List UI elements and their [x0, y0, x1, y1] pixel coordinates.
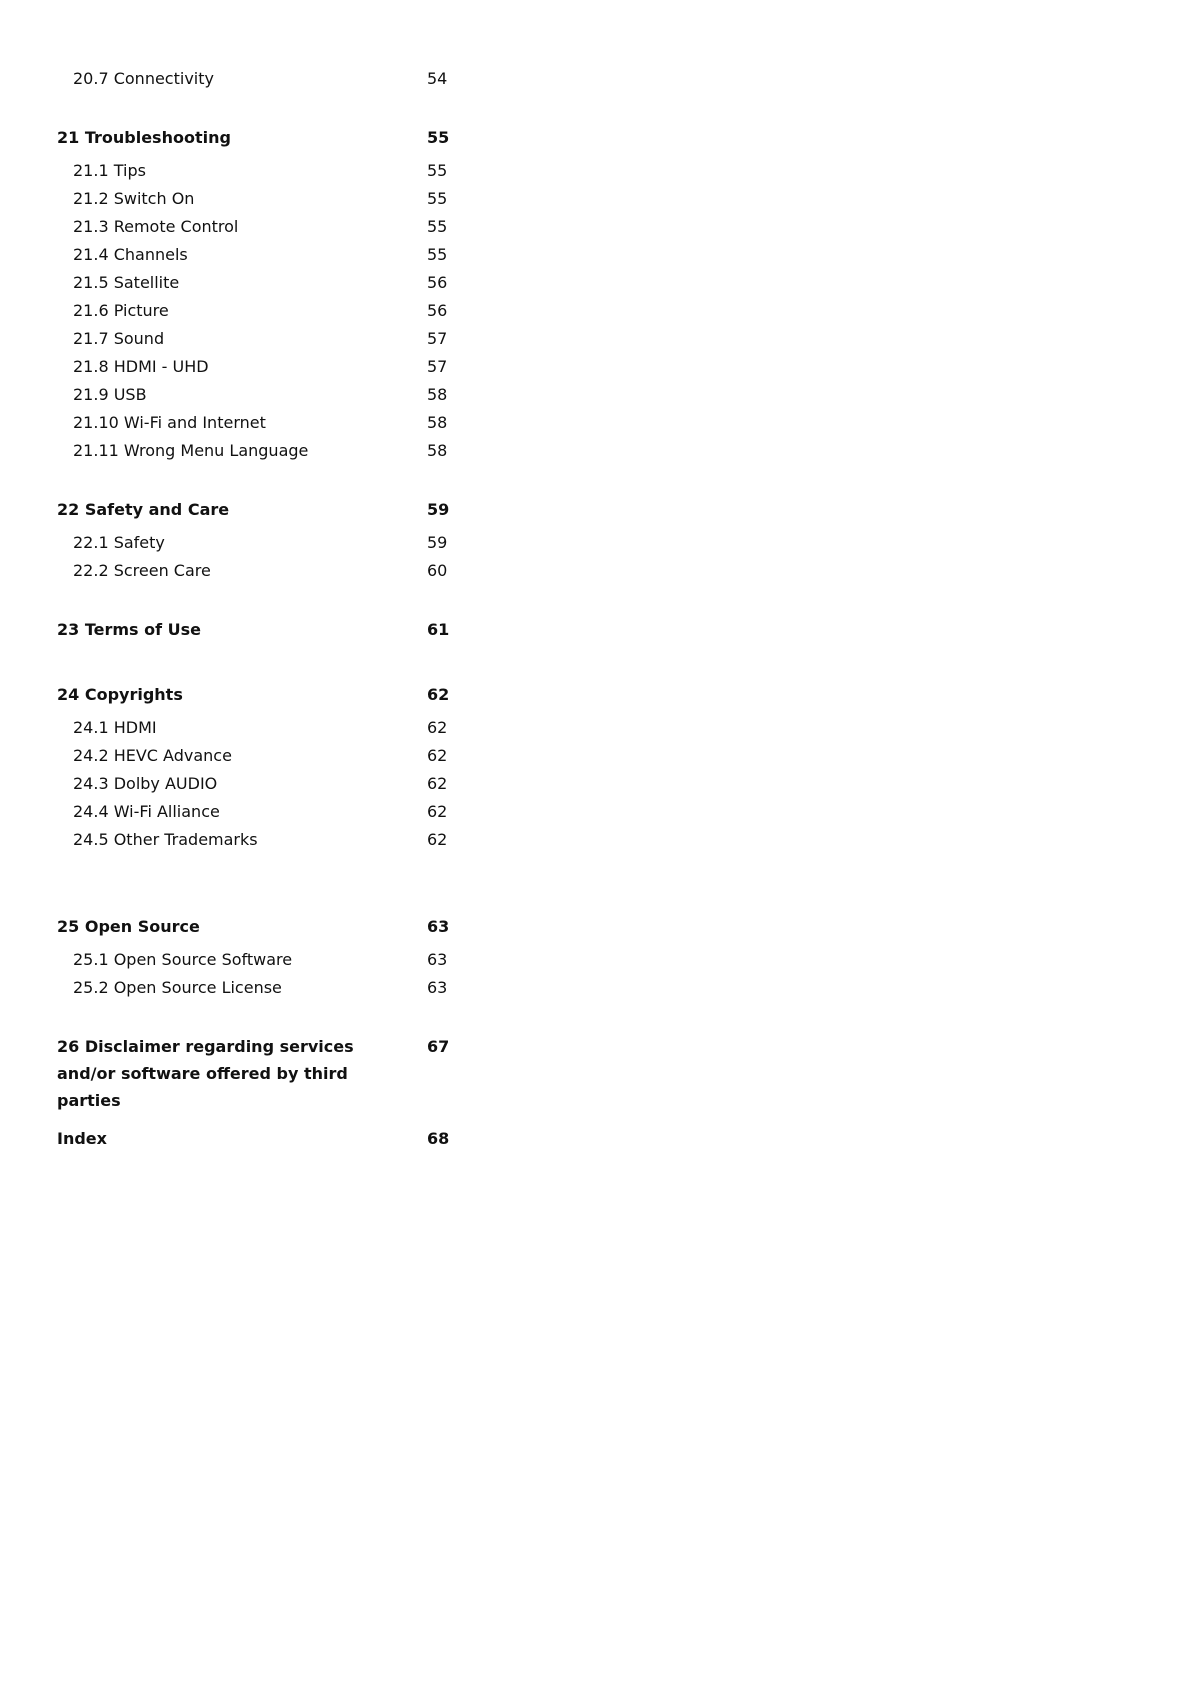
toc-entry-label: 21.2 Switch On: [73, 189, 195, 208]
toc-chapter-label: 24 Copyrights: [57, 685, 183, 704]
toc-entry-page: 57: [427, 329, 448, 348]
toc-entry-label: 24.4 Wi-Fi Alliance: [73, 802, 220, 821]
toc-entry-label: 21.4 Channels: [73, 245, 188, 264]
toc-entry-label: 20.7 Connectivity: [73, 69, 214, 88]
toc-chapter-page: 59: [427, 500, 450, 519]
toc-entry-page: 55: [427, 189, 448, 208]
toc-chapter-page: 61: [427, 620, 450, 639]
toc-chapter-label: Index: [57, 1129, 107, 1148]
toc-entry-page: 59: [427, 533, 448, 552]
toc-chapter-label: 22 Safety and Care: [57, 500, 230, 519]
toc-entry-label: 21.3 Remote Control: [73, 217, 239, 236]
toc-entry-label: 24.3 Dolby AUDIO: [73, 774, 218, 793]
toc-entry-page: 62: [427, 718, 448, 737]
toc-entry-page: 54: [427, 69, 448, 88]
toc-entry-label: 21.10 Wi-Fi and Internet: [73, 413, 266, 432]
toc-entry-page: 62: [427, 746, 448, 765]
toc-entry-label: 22.2 Screen Care: [73, 561, 211, 580]
toc-chapter-page: 62: [427, 685, 450, 704]
toc-entry-page: 58: [427, 385, 448, 404]
toc-entry-page: 63: [427, 950, 448, 969]
toc-entry-page: 62: [427, 830, 448, 849]
toc-chapter-page: 67: [427, 1037, 450, 1056]
toc-entry-page: 56: [427, 273, 448, 292]
toc-entry-page: 62: [427, 802, 448, 821]
toc-entry-label: 24.5 Other Trademarks: [73, 830, 258, 849]
toc-entry-page: 58: [427, 441, 448, 460]
toc-entry-label: 21.5 Satellite: [73, 273, 180, 292]
toc-entry-page: 60: [427, 561, 448, 580]
toc-entry-page: 55: [427, 217, 448, 236]
toc-entry-label: 22.1 Safety: [73, 533, 165, 552]
toc-entry-page: 56: [427, 301, 448, 320]
toc-entry-page: 63: [427, 978, 448, 997]
toc-entry-label: 24.2 HEVC Advance: [73, 746, 232, 765]
toc-chapter-label: 25 Open Source: [57, 917, 200, 936]
toc-chapter-page: 63: [427, 917, 450, 936]
toc-entry-label: 21.9 USB: [73, 385, 147, 404]
toc-entry-label: 21.11 Wrong Menu Language: [73, 441, 309, 460]
toc-entry-label: 21.1 Tips: [73, 161, 146, 180]
toc-entry-label: 24.1 HDMI: [73, 718, 157, 737]
toc-chapter-page: 68: [427, 1129, 450, 1148]
toc-entry-label: 25.2 Open Source License: [73, 978, 282, 997]
toc-entry-page: 58: [427, 413, 448, 432]
toc-entry-page: 57: [427, 357, 448, 376]
toc-entry-page: 55: [427, 245, 448, 264]
toc-entry-label: 21.8 HDMI - UHD: [73, 357, 209, 376]
toc-chapter-label: 21 Troubleshooting: [57, 128, 231, 147]
toc-chapter-page: 55: [427, 128, 450, 147]
toc-entry-page: 55: [427, 161, 448, 180]
toc-entry-page: 62: [427, 774, 448, 793]
toc-chapter-label: 26 Disclaimer regarding services and/or software offered by third parties: [57, 1037, 354, 1110]
toc-entry-label: 21.6 Picture: [73, 301, 169, 320]
toc-entry-label: 21.7 Sound: [73, 329, 165, 348]
toc-chapter-label: 23 Terms of Use: [57, 620, 202, 639]
toc-entry-label: 25.1 Open Source Software: [73, 950, 293, 969]
